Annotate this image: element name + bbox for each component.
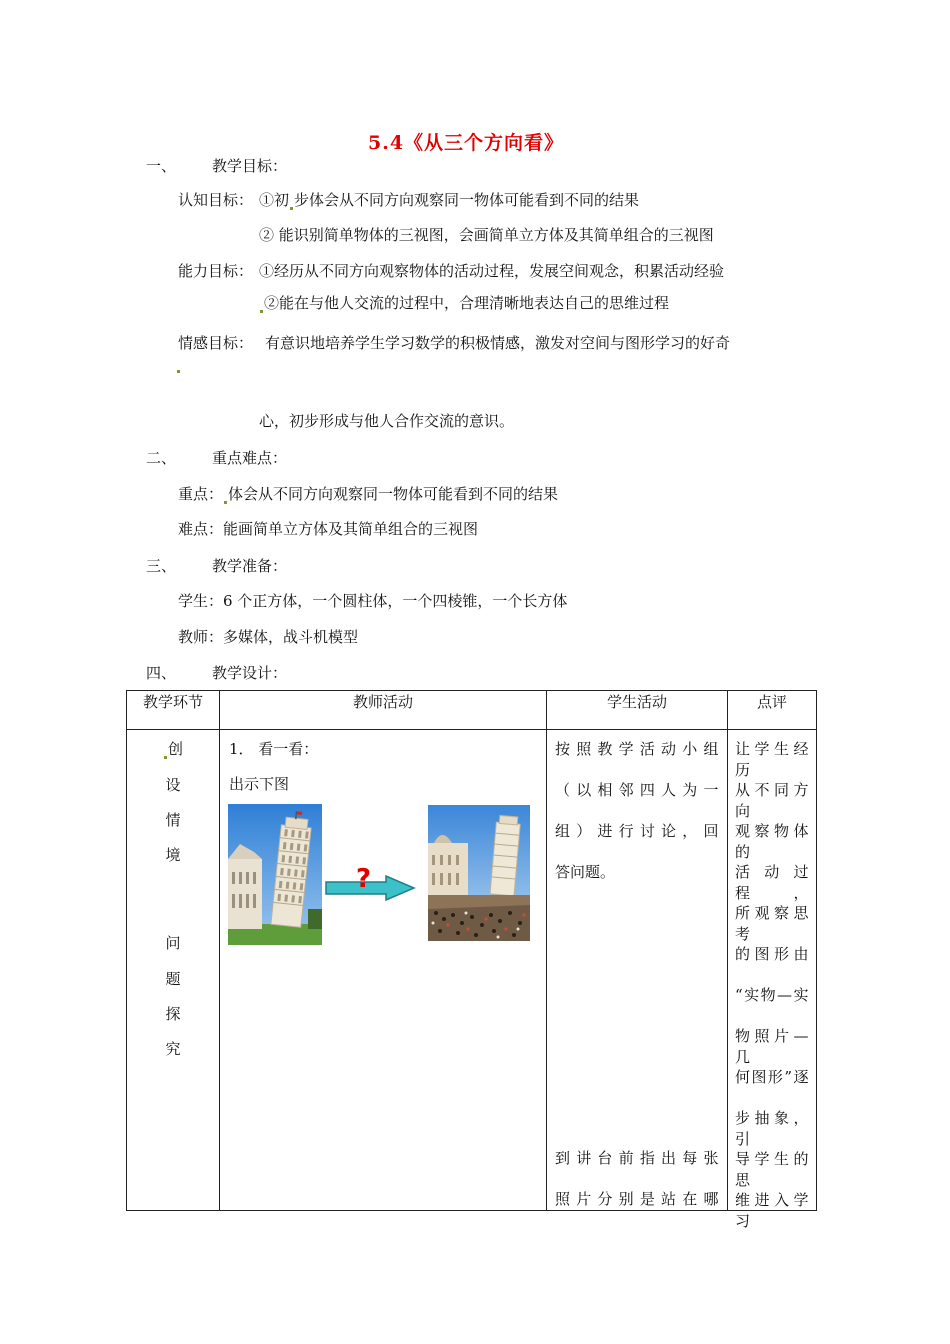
table-row bbox=[127, 730, 817, 1211]
section-3-number: 三、 bbox=[146, 557, 177, 575]
student-line-4: 答问题。 bbox=[555, 863, 616, 881]
ability-goal-2 bbox=[259, 292, 669, 313]
stage-char-5: 问 bbox=[165, 934, 181, 952]
emotion-goal-label: 情感目标： bbox=[178, 334, 254, 352]
emotion-goal-2: 心，初步形成与他人合作交流的意识。 bbox=[259, 412, 515, 430]
section-3-title: 教学准备： bbox=[212, 557, 288, 575]
cognitive-goal-1a: ①初 bbox=[259, 191, 290, 209]
cognitive-goal-1b: 步体会从不同方向观察同一物体可能看到不同的结果 bbox=[294, 191, 640, 209]
comment-line-1: 让学生经历 bbox=[735, 740, 809, 779]
key-point-text: 体会从不同方向观察同一物体可能看到不同的结果 bbox=[228, 485, 559, 503]
comment-line-4: 活动过程， bbox=[735, 863, 809, 902]
stage-char-2: 设 bbox=[165, 776, 181, 794]
header-comment: 点评 bbox=[728, 691, 817, 730]
comment-line-3: 观察物体的 bbox=[735, 822, 809, 861]
stage-char-1: 创 bbox=[127, 738, 219, 759]
mark-dot bbox=[224, 501, 227, 504]
teacher-step-1: 1． 看一看： bbox=[229, 740, 319, 758]
student-line-2: （以相邻四人为一 bbox=[555, 781, 719, 799]
teaching-design-table bbox=[126, 690, 817, 1230]
question-mark-icon: ? bbox=[356, 864, 372, 894]
key-point bbox=[178, 483, 558, 504]
table-header-row bbox=[127, 691, 817, 730]
student-line-1: 按照教学活动小组 bbox=[555, 740, 719, 758]
difficult-point bbox=[178, 518, 478, 539]
stage-char-7: 探 bbox=[165, 1005, 181, 1023]
section-4-number: 四、 bbox=[146, 664, 177, 682]
stage-cell bbox=[127, 730, 220, 1211]
section-2-title: 重点难点： bbox=[212, 449, 288, 467]
mark-dot bbox=[260, 310, 263, 313]
page-title: 5.4《从三个方向看》 bbox=[368, 132, 565, 154]
section-4-title: 教学设计： bbox=[212, 664, 288, 682]
difficult-point-text: 能画简单立方体及其简单组合的三视图 bbox=[223, 520, 479, 538]
header-teacher-activity: 教师活动 bbox=[220, 691, 547, 730]
cognitive-goal-1 bbox=[259, 189, 639, 210]
comment-line-12: 维进入学习 bbox=[735, 1191, 809, 1230]
section-1-number: 一、 bbox=[146, 157, 177, 175]
leaning-tower-photo-1 bbox=[228, 804, 322, 945]
stage-char-6: 题 bbox=[165, 970, 181, 988]
mark-dot bbox=[177, 370, 180, 373]
teacher-activity-cell bbox=[220, 730, 547, 1211]
key-point-label: 重点： bbox=[178, 485, 224, 503]
ability-goal-1: ①经历从不同方向观察物体的活动过程，发展空间观念，积累活动经验 bbox=[259, 262, 725, 280]
cognitive-goal-2: ② 能识别简单物体的三视图，会画简单立方体及其简单组合的三视图 bbox=[259, 226, 714, 244]
stage-char-8: 究 bbox=[165, 1040, 181, 1058]
cognitive-goal-label: 认知目标： bbox=[178, 191, 254, 209]
ability-goal-label: 能力目标： bbox=[178, 262, 254, 280]
comment-line-11: 导学生的思 bbox=[735, 1150, 809, 1189]
leaning-tower-photo-2 bbox=[428, 805, 530, 941]
comment-line-2: 从不同方向 bbox=[735, 781, 809, 820]
difficult-point-label: 难点： bbox=[178, 520, 224, 538]
mark-dot bbox=[290, 207, 293, 210]
comment-cell bbox=[728, 730, 817, 1230]
student-line-5: 到讲台前指出每张 bbox=[555, 1149, 719, 1167]
comment-line-9: 何图形”逐 bbox=[735, 1068, 809, 1086]
ability-goal-2-text: ②能在与他人交流的过程中，合理清晰地表达自己的思维过程 bbox=[264, 294, 670, 312]
header-stage: 教学环节 bbox=[127, 691, 220, 730]
comment-line-10: 步抽象，引 bbox=[735, 1109, 809, 1148]
section-1-title: 教学目标： bbox=[212, 157, 288, 175]
comment-line-6: 的图形由 bbox=[735, 945, 809, 963]
comment-line-5: 所观察思考 bbox=[735, 904, 809, 943]
teacher-preparation: 教师：多媒体，战斗机模型 bbox=[178, 628, 359, 646]
header-student-activity: 学生活动 bbox=[547, 691, 728, 730]
stage-char-4: 境 bbox=[165, 846, 181, 864]
emotion-goal-1: 有意识地培养学生学习数学的积极情感，激发对空间与图形学习的好奇 bbox=[265, 334, 731, 352]
section-2-number: 二、 bbox=[146, 449, 177, 467]
teacher-step-1-detail: 出示下图 bbox=[229, 775, 290, 793]
stage-char-3: 情 bbox=[165, 811, 181, 829]
student-preparation: 学生：6 个正方体，一个圆柱体，一个四棱锥，一个长方体 bbox=[178, 592, 568, 610]
student-line-3: 组）进行讨论，回 bbox=[555, 822, 719, 840]
comment-line-7: “实物—实 bbox=[735, 986, 809, 1004]
comment-line-8: 物照片—几 bbox=[735, 1027, 809, 1066]
student-activity-cell bbox=[547, 730, 728, 1211]
student-line-6: 照片分别是站在哪 bbox=[555, 1190, 719, 1208]
mark-dot bbox=[164, 756, 167, 759]
